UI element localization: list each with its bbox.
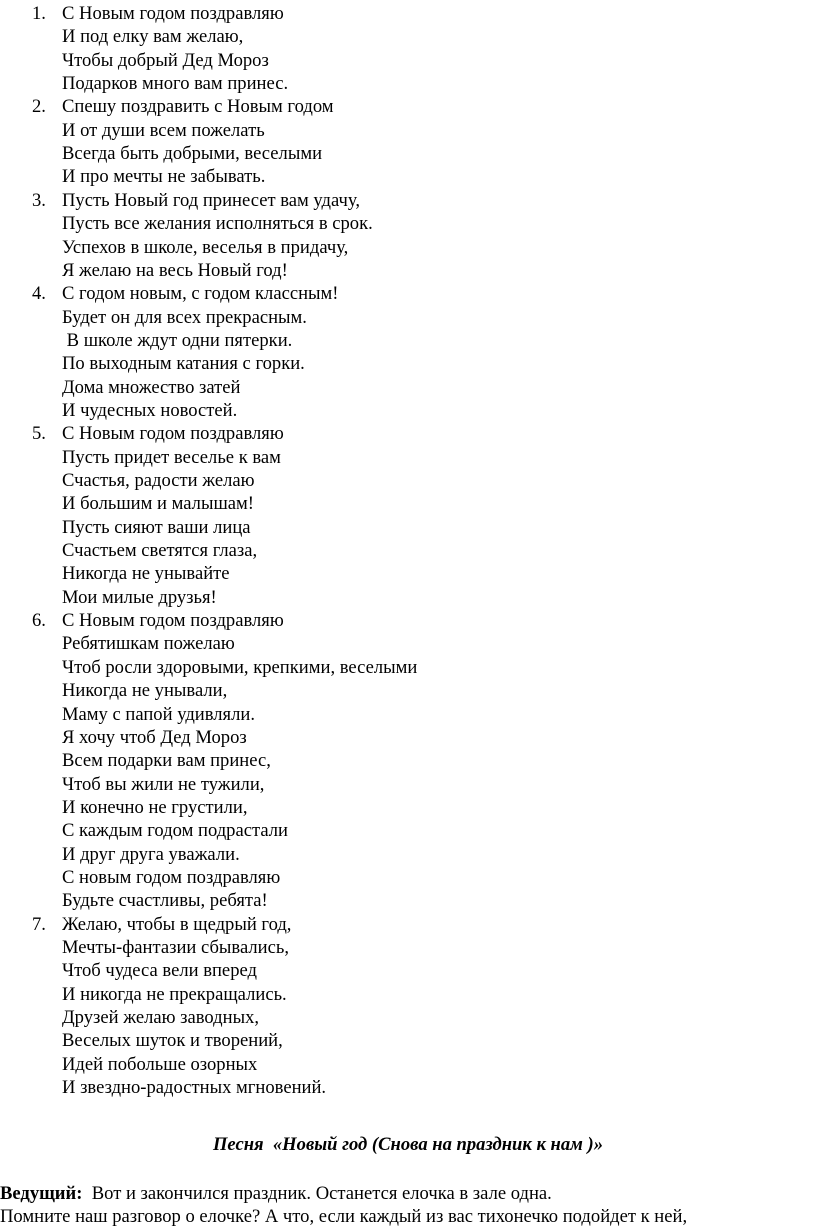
poem-line-text: С Новым годом поздравляю: [62, 610, 284, 632]
poem-line: [0, 352, 816, 375]
poem-line-text: Пусть сияют ваши лица: [62, 516, 251, 538]
poem-line: [0, 796, 816, 819]
poem-line: [0, 726, 816, 749]
poem-line-text: Никогда не унывайте: [62, 563, 230, 585]
poem-line-text: И большим и малышам!: [62, 493, 254, 515]
song-title: Песня «Новый год (Снова на праздник к нам )»: [212, 1133, 604, 1155]
poem-line-text: Будьте счастливы, ребята!: [62, 890, 268, 912]
poem-line: [0, 399, 816, 422]
poem-line-text: Всем подарки вам принес,: [62, 750, 271, 772]
poem-number: 7.: [32, 913, 46, 935]
poem-line: [0, 95, 816, 118]
poem-line: [0, 1076, 816, 1099]
poem-line-text: И чудесных новостей.: [62, 399, 238, 421]
poem-number: 6.: [32, 610, 46, 632]
poem-line: [0, 376, 816, 399]
poem-line: [0, 49, 816, 72]
poem-line: [0, 446, 816, 469]
poem-number: 2.: [32, 96, 46, 118]
poem-number: 1.: [32, 3, 46, 24]
poem-line-text: С новым годом поздравляю: [62, 866, 281, 888]
poem-line: [0, 72, 816, 95]
poem-line: [0, 1029, 816, 1052]
poem-line-text: И друг друга уважали.: [62, 843, 240, 865]
poem-line-text: С Новым годом поздравляю: [62, 3, 284, 24]
poem-line-text: Успехов в школе, веселья в придачу,: [62, 236, 349, 258]
poem-line-text: Подарков много вам принес.: [62, 73, 289, 95]
poem-line: [0, 562, 816, 585]
poem-line-text: Никогда не унывали,: [62, 680, 228, 702]
poem-number: 5.: [32, 423, 46, 445]
poem-line: [0, 282, 816, 305]
poem-line: [0, 773, 816, 796]
poem-line: [0, 492, 816, 515]
poem-line: [0, 819, 816, 842]
poem-line: [0, 913, 816, 936]
poem-line-text: Я желаю на весь Новый год!: [62, 259, 288, 281]
poem-number: 3.: [32, 189, 46, 211]
poem-line-text: И про мечты не забывать.: [62, 166, 266, 188]
poem-line-text: С Новым годом поздравляю: [62, 423, 284, 445]
poem-line: [0, 1006, 816, 1029]
poem-line-text: Чтоб росли здоровыми, крепкими, веселыми: [62, 656, 418, 678]
host-paragraph: [0, 1182, 552, 1205]
poem-line-text: Пусть придет веселье к вам: [62, 446, 281, 468]
poem-line-text: Веселых шуток и творений,: [62, 1030, 283, 1052]
poem-line-text: Чтобы добрый Дед Мороз: [62, 49, 269, 71]
poem-line: [0, 165, 816, 188]
poem-line-text: Я хочу чтоб Дед Мороз: [62, 726, 247, 748]
poem-line-text: Пусть все желания исполняться в срок.: [62, 213, 373, 235]
poem-line: [0, 586, 816, 609]
poem-line: [0, 843, 816, 866]
poem-line: [0, 679, 816, 702]
poem-line-text: С годом новым, с годом классным!: [62, 283, 339, 305]
poem-line: [0, 539, 816, 562]
poem-line-text: И никогда не прекращались.: [62, 983, 287, 1005]
poem-line-text: Ребятишкам пожелаю: [62, 633, 235, 655]
poem-line-text: В школе ждут одни пятерки.: [62, 329, 293, 351]
poem-line-text: Счастьем светятся глаза,: [62, 540, 258, 562]
poem-line: [0, 959, 816, 982]
poem-number: 4.: [32, 283, 46, 305]
poem-line: [0, 469, 816, 492]
poem-line-text: С каждым годом подрастали: [62, 820, 288, 842]
poem-line-text: Спешу поздравить с Новым годом: [62, 96, 334, 118]
poem-line: [0, 632, 816, 655]
poem-line: [0, 889, 816, 912]
poem-line-text: Друзей желаю заводных,: [62, 1007, 260, 1029]
poem-line-text: Будет он для всех прекрасным.: [62, 306, 307, 328]
poem-line-text: Идей побольше озорных: [62, 1053, 258, 1075]
poem-line-text: Счастья, радости желаю: [62, 470, 255, 491]
poem-line-text: И от души всем пожелать: [62, 119, 265, 141]
poem-line: [0, 936, 816, 959]
poem-line: [0, 2, 816, 25]
poem-line: [0, 259, 816, 282]
poem-line-text: Мои милые друзья!: [62, 586, 217, 608]
poem-line: [0, 189, 816, 212]
poem-line-text: Маму с папой удивляли.: [62, 703, 255, 725]
poem-line-text: По выходным катания с горки.: [62, 353, 305, 375]
host-paragraph-continued: Помните наш разговор о елочке? А что, если каждый из вас тихонечко подойдет к ней,: [0, 1205, 688, 1227]
poem-line: [0, 142, 816, 165]
poem-line-text: Мечты-фантазии сбывались,: [62, 937, 289, 958]
poem-line-text: Чтоб чудеса вели вперед: [62, 960, 257, 982]
poem-line: [0, 422, 816, 445]
poem-line-text: И под елку вам желаю,: [62, 26, 244, 48]
poem-line: [0, 236, 816, 259]
poem-line: [0, 119, 816, 142]
poem-line: [0, 212, 816, 235]
poem-line: [0, 703, 816, 726]
poem-line: [0, 25, 816, 48]
poem-line: [0, 1053, 816, 1076]
speaker-label: Ведущий:: [0, 1182, 83, 1204]
poem-line: [0, 983, 816, 1006]
host-text: Вот и закончился праздник. Останется елочка в зале одна.: [82, 1182, 552, 1204]
poem-line: [0, 656, 816, 679]
poem-line-text: Чтоб вы жили не тужили,: [62, 773, 265, 795]
poem-line-text: Желаю, чтобы в щедрый год,: [62, 913, 292, 935]
poem-line: [0, 749, 816, 772]
poem-line-text: Всегда быть добрыми, веселыми: [62, 143, 323, 165]
poem-line: [0, 866, 816, 889]
poem-line: [0, 329, 816, 352]
poem-line: [0, 609, 816, 632]
poem-line-text: Пусть Новый год принесет вам удачу,: [62, 189, 360, 211]
poem-line-text: И звездно-радостных мгновений.: [62, 1077, 327, 1099]
poem-line: [0, 306, 816, 329]
poem-line-text: Дома множество затей: [62, 376, 241, 398]
poem-line: [0, 516, 816, 539]
poem-line-text: И конечно не грустили,: [62, 796, 248, 818]
